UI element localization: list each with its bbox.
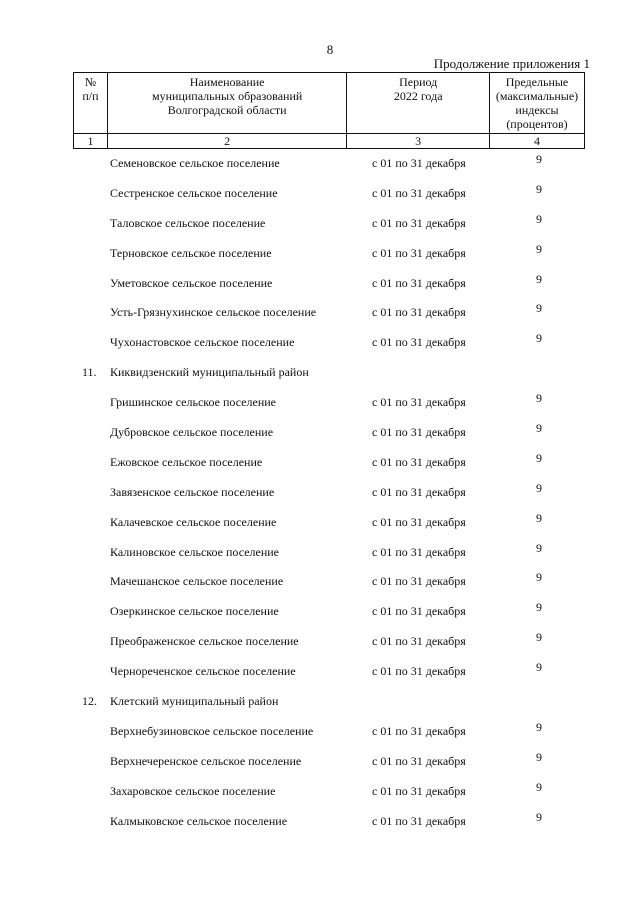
table-row — [0, 776, 640, 806]
row-index-value: 9 — [536, 271, 542, 286]
row-name: Чернореченское сельское поселение — [110, 664, 296, 679]
row-name: Терновское сельское поселение — [110, 245, 272, 260]
row-name: Захаровское сельское поселение — [110, 783, 276, 798]
row-period: с 01 по 31 декабря — [372, 454, 466, 469]
table-row — [0, 596, 640, 626]
row-index-value: 9 — [536, 809, 542, 824]
row-period: с 01 по 31 декабря — [372, 723, 466, 738]
row-name: Мачешанское сельское поселение — [110, 574, 284, 589]
header-col-num: 4 — [489, 134, 584, 149]
table-row — [0, 746, 640, 776]
table-row — [0, 507, 640, 537]
row-period: с 01 по 31 декабря — [372, 664, 466, 679]
row-name: Чухонастовское сельское поселение — [110, 335, 295, 350]
table-row — [0, 208, 640, 238]
table-row — [0, 387, 640, 417]
row-index-value: 9 — [536, 391, 542, 406]
row-name: Завязенское сельское поселение — [110, 484, 275, 499]
row-name: Ежовское сельское поселение — [110, 454, 263, 469]
district-row — [0, 686, 640, 716]
row-index-value: 9 — [536, 480, 542, 495]
row-period: с 01 по 31 декабря — [372, 753, 466, 768]
table-row — [0, 537, 640, 567]
header-period: Период 2022 года — [347, 73, 490, 134]
table-row — [0, 716, 640, 746]
row-name: Преображенское сельское поселение — [110, 634, 299, 649]
row-index-value: 9 — [536, 660, 542, 675]
row-index-value: 9 — [536, 331, 542, 346]
row-index-value: 9 — [536, 600, 542, 615]
row-name: Таловское сельское поселение — [110, 215, 266, 230]
row-index-value: 9 — [536, 181, 542, 196]
table-row — [0, 148, 640, 178]
row-name: Усть-Грязнухинское сельское поселение — [110, 305, 317, 320]
table-row — [0, 417, 640, 447]
table-row — [0, 297, 640, 327]
header-col-num: 2 — [107, 134, 346, 149]
table-row — [0, 656, 640, 686]
row-period: с 01 по 31 декабря — [372, 544, 466, 559]
row-name: Дубровское сельское поселение — [110, 425, 274, 440]
row-period: с 01 по 31 декабря — [372, 484, 466, 499]
row-period: с 01 по 31 декабря — [372, 335, 466, 350]
row-period: с 01 по 31 декабря — [372, 215, 466, 230]
table-row — [0, 566, 640, 596]
row-index-value: 9 — [536, 630, 542, 645]
row-index-value: 9 — [536, 779, 542, 794]
row-index-value: 9 — [536, 421, 542, 436]
row-name: Клетский муниципальный район — [110, 694, 279, 709]
row-period: с 01 по 31 декабря — [372, 783, 466, 798]
row-index-value: 9 — [536, 540, 542, 555]
table-body — [0, 148, 640, 835]
table-header — [73, 72, 585, 149]
table-row — [0, 268, 640, 298]
row-number: 12. — [82, 694, 97, 709]
row-name: Калиновское сельское поселение — [110, 544, 280, 559]
row-period: с 01 по 31 декабря — [372, 245, 466, 260]
row-index-value: 9 — [536, 152, 542, 166]
row-name: Киквидзенский муниципальный район — [110, 365, 309, 380]
header-name: Наименование муниципальных образований Волгоградской области — [107, 73, 346, 134]
row-period: с 01 по 31 декабря — [372, 813, 466, 828]
row-period: с 01 по 31 декабря — [372, 425, 466, 440]
row-period: с 01 по 31 декабря — [372, 395, 466, 410]
row-index-value: 9 — [536, 570, 542, 585]
table-row — [0, 447, 640, 477]
row-index-value: 9 — [536, 301, 542, 316]
table-row — [0, 327, 640, 357]
table-row — [0, 806, 640, 836]
district-row — [0, 357, 640, 387]
row-period: с 01 по 31 декабря — [372, 275, 466, 290]
row-name: Семеновское сельское поселение — [110, 156, 280, 170]
continuation-note: Продолжение приложения 1 — [433, 56, 590, 71]
row-index-value: 9 — [536, 211, 542, 226]
row-period: с 01 по 31 декабря — [372, 305, 466, 320]
row-name: Калмыковское сельское поселение — [110, 813, 288, 828]
row-period: с 01 по 31 декабря — [372, 156, 466, 170]
row-period: с 01 по 31 декабря — [372, 634, 466, 649]
header-col-num: 3 — [347, 134, 490, 149]
row-index-value: 9 — [536, 450, 542, 465]
table-row — [0, 626, 640, 656]
row-name: Уметовское сельское поселение — [110, 275, 273, 290]
row-index-value: 9 — [536, 510, 542, 525]
row-index-value: 9 — [536, 719, 542, 734]
row-number: 11. — [82, 365, 97, 380]
row-name: Озеркинское сельское поселение — [110, 604, 279, 619]
header-number: № п/п — [74, 73, 108, 134]
table-row — [0, 238, 640, 268]
table-row — [0, 178, 640, 208]
header-index: Предельные (максимальные) индексы (процентов) — [489, 73, 584, 134]
row-name: Сестренское сельское поселение — [110, 185, 278, 200]
row-name: Верхнебузиновское сельское поселение — [110, 723, 314, 738]
row-name: Калачевское сельское поселение — [110, 514, 277, 529]
row-period: с 01 по 31 декабря — [372, 514, 466, 529]
row-name: Гришинское сельское поселение — [110, 395, 276, 410]
row-period: с 01 по 31 декабря — [372, 604, 466, 619]
row-index-value: 9 — [536, 749, 542, 764]
row-index-value: 9 — [536, 241, 542, 256]
page-number: 8 — [326, 42, 334, 57]
header-col-num: 1 — [74, 134, 108, 149]
row-period: с 01 по 31 декабря — [372, 574, 466, 589]
row-period: с 01 по 31 декабря — [372, 185, 466, 200]
row-name: Верхнечеренское сельское поселение — [110, 753, 302, 768]
table-row — [0, 477, 640, 507]
